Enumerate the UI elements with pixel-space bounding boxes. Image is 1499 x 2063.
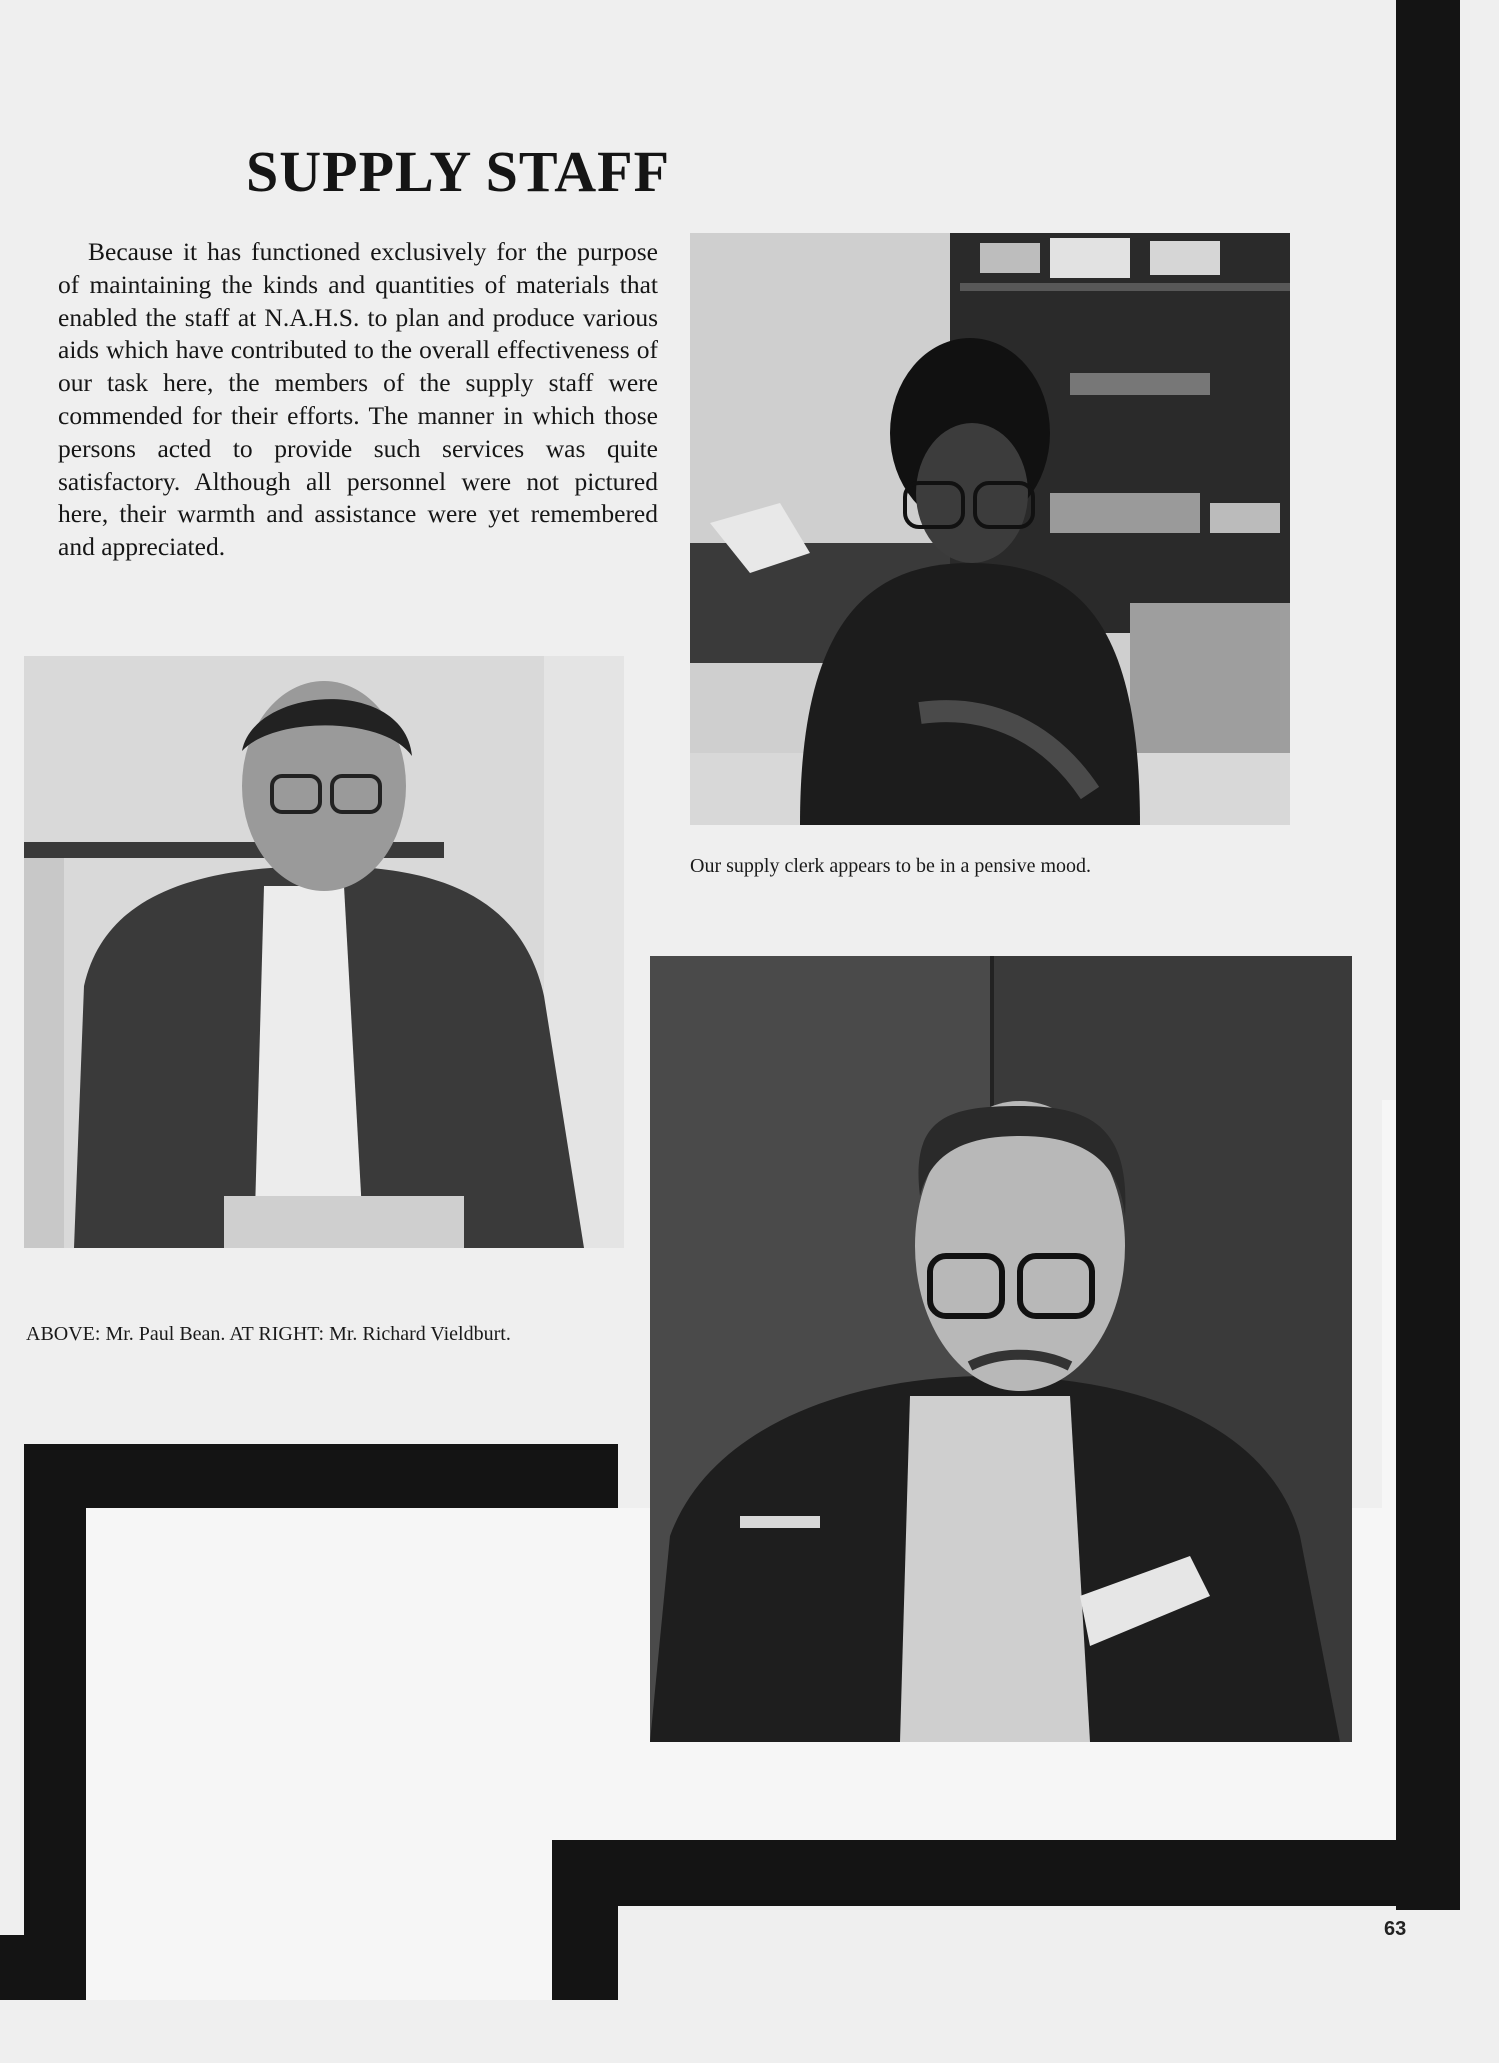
page-title: SUPPLY STAFF: [246, 139, 670, 204]
intro-paragraph: Because it has functioned exclusively for the purpose of maintaining the kinds and quantities of materials that enabled the staff at N.A.H.S. to plan and produce various aids which have contributed to the overall effectiveness of our task here, the members of the supply staff were commended for their efforts. The manner in which those persons acted to provide such services was quite satisfactory. Although all personnel were not pictured here, their warmth and assistance were yet remembered and appreciated.: [58, 237, 658, 562]
page-number: 63: [1384, 1918, 1407, 1940]
photo-supply-clerk: [690, 233, 1290, 825]
frame-bottom-bar: [548, 1840, 1460, 1906]
frame-edge-bottom: [0, 1935, 24, 2000]
photo-paul-bean: [24, 656, 624, 1248]
frame-right-bar: [1396, 0, 1460, 1910]
frame-lower-left-inner-b: [86, 1508, 552, 2000]
photo-richard-vieldburt: [650, 956, 1352, 1742]
caption-paul-bean-richard-vieldburt: ABOVE: Mr. Paul Bean. AT RIGHT: Mr. Richard Vieldburt.: [26, 1323, 511, 1345]
caption-supply-clerk: Our supply clerk appears to be in a pensive mood.: [690, 855, 1092, 877]
frame-inner-right-edge: [1382, 1100, 1396, 1840]
